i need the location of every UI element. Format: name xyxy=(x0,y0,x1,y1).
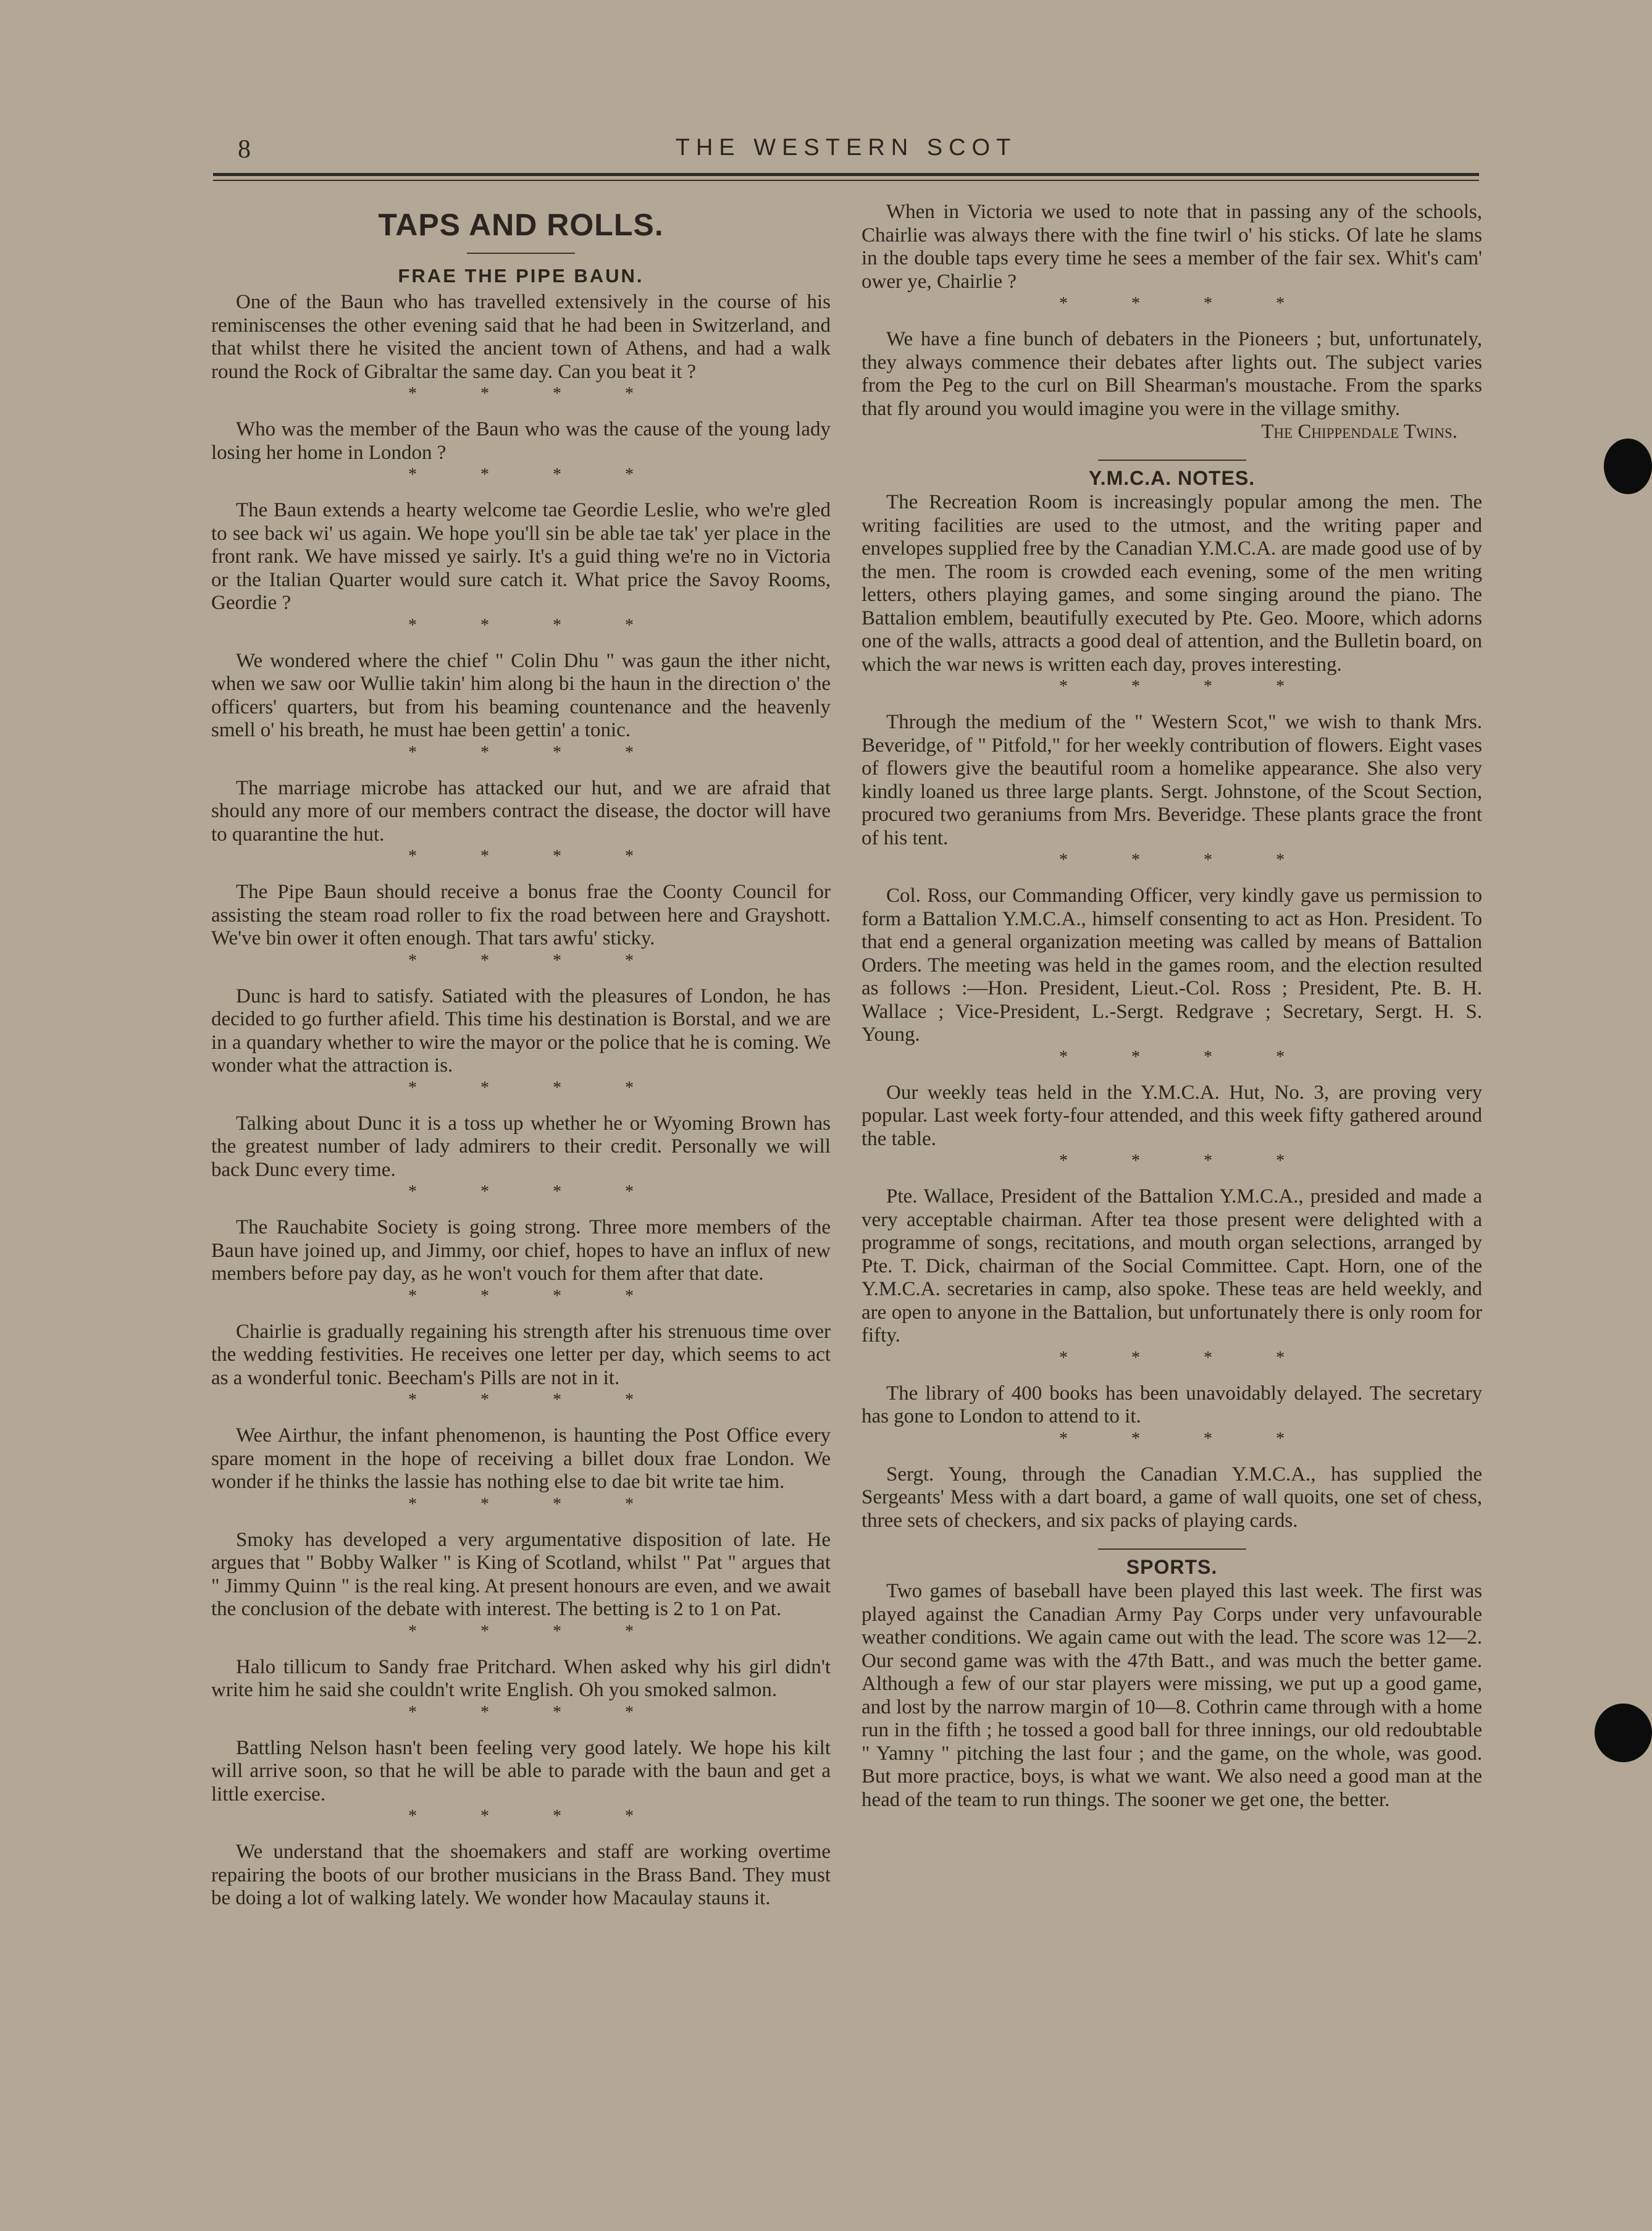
header-rule-thin xyxy=(213,180,1479,181)
separator: * * * * xyxy=(408,1702,663,1722)
header-rule-thick xyxy=(213,173,1479,176)
gap xyxy=(862,1172,1482,1185)
paragraph: The Baun extends a hearty welcome tae Geordie Leslie, who we're gled to see back wi' us again. We hope you'll sin be able tae tak' yer place in the front rank. We have missed ye sairly. It's a guid thing we're no in Victoria or the Italian Quarter would sure catch it. What price the Savoy Rooms, Geordie ? xyxy=(211,499,831,614)
paragraph: Our weekly teas held in the Y.M.C.A. Hut, No. 3, are proving very popular. Last week forty-four attended, and this week fifty gathered around the table. xyxy=(862,1081,1482,1150)
headline-rule xyxy=(467,253,575,254)
separator: * * * * xyxy=(408,1807,663,1826)
separator: * * * * xyxy=(1059,1047,1314,1067)
separator: * * * * xyxy=(408,951,663,970)
sports-heading: SPORTS. xyxy=(1126,1556,1218,1578)
paragraph: We have a fine bunch of debaters in the Pioneers ; but, unfortunately, they always commence their debates after lights out. The subject varies from the Peg to the curl on Bill Shearman's moustache. From the sparks that fly around you would imagine you were in the village smithy. xyxy=(862,328,1482,420)
separator: * * * * xyxy=(1059,1151,1314,1170)
running-title: THE WESTERN SCOT xyxy=(675,135,1017,161)
right-column xyxy=(862,201,1482,1812)
byline-signature: The Chippendale Twins. xyxy=(1261,421,1457,443)
paragraph: We understand that the shoemakers and staff are working overtime repairing the boots of our brother musicians in the Brass Band. They must be doing a lot of walking lately. We wonder how Macaulay stauns it. xyxy=(211,1841,831,1909)
gap xyxy=(211,867,831,881)
gap xyxy=(211,1411,831,1424)
gap xyxy=(211,1515,831,1529)
separator: * * * * xyxy=(408,1286,663,1306)
separator: * * * * xyxy=(408,1078,663,1098)
separator: * * * * xyxy=(408,1621,663,1641)
gap xyxy=(862,697,1482,711)
gap xyxy=(211,1827,831,1841)
page-number: 8 xyxy=(238,135,251,164)
separator: * * * * xyxy=(408,465,663,484)
separator: * * * * xyxy=(1059,851,1314,870)
paragraph: Dunc is hard to satisfy. Satiated with the pleasures of London, he has decided to go further afield. This time his destination is Borstal, and we are in a quandary whether to wire the mayor or the police that he is coming. We wonder what the attraction is. xyxy=(211,985,831,1077)
paragraph: The library of 400 books has been unavoidably delayed. The secretary has gone to London to attend to it. xyxy=(862,1382,1482,1427)
separator: * * * * xyxy=(1059,677,1314,696)
paragraph: Sergt. Young, through the Canadian Y.M.C.A., has supplied the Sergeants' Mess with a dart board, a game of wall quoits, one set of chess, three sets of checkers, and six packs of playing cards. xyxy=(862,1463,1482,1532)
gap xyxy=(211,1203,831,1216)
gap xyxy=(211,405,831,418)
paragraph: Chairlie is gradually regaining his strength after his strenuous time over the wedding festivities. He receives one letter per day, which seems to act as a wonderful tonic. Beecham's Pills are not in it. xyxy=(211,1320,831,1389)
gap xyxy=(211,763,831,777)
paragraph: Halo tillicum to Sandy frae Pritchard. When asked why his girl didn't write him he said she couldn't write English. Oh you smoked salmon. xyxy=(211,1655,831,1701)
separator: * * * * xyxy=(408,615,663,635)
paragraph: We wondered where the chief " Colin Dhu " was gaun the ither nicht, when we saw oor Wullie takin' him along bi the haun in the direction o' the officers' quarters, but from his beaming countenance and the heavenly smell o' his breath, he must hae been gettin' a tonic. xyxy=(211,649,831,741)
paragraph: The Pipe Baun should receive a bonus frae the Coonty Council for assisting the steam road roller to fix the road between here and Grayshott. We've bin ower it often enough. That tars awfu' sticky. xyxy=(211,881,831,949)
paragraph: When in Victoria we used to note that in passing any of the schools, Chairlie was always there with the fine twirl o' his sticks. Of late he slams in the double taps every time he sees a member of the fair sex. Whit's cam' ower ye, Chairlie ? xyxy=(862,201,1482,293)
binding-hole xyxy=(1604,439,1652,494)
page-header xyxy=(213,130,1479,167)
section-rule xyxy=(1098,460,1246,461)
gap xyxy=(211,1723,831,1737)
separator: * * * * xyxy=(408,1182,663,1201)
gap xyxy=(862,1068,1482,1082)
separator: * * * * xyxy=(408,1494,663,1514)
section-rule xyxy=(1098,1548,1246,1550)
separator: * * * * xyxy=(408,1390,663,1410)
separator: * * * * xyxy=(408,742,663,762)
paragraph: Battling Nelson hasn't been feeling very good lately. We hope his kilt will arrive soon, so that he will be able to parade with the baun and get a little exercise. xyxy=(211,1736,831,1805)
paragraph: The Rauchabite Society is going strong. Three more members of the Baun have joined up, and Jimmy, oor chief, hopes to have an influx of new members before pay day, as he won't vouch for them after that date. xyxy=(211,1216,831,1285)
article-subhead: FRAE THE PIPE BAUN. xyxy=(398,265,644,287)
paragraph: Two games of baseball have been played this last week. The first was played against the Canadian Army Pay Corps under very unfavourable weather conditions. We again came out with the lead. The score was 12—2. Our second game was with the 47th Batt., and was much the better game. Although a few of our star players were missing, we put up a good game, and lost by the narrow margin of 10—8. Cothrin came through with a home run in the fifth ; he tossed a good ball for three innings, our old redoubtable " Yamny " pitching the last four ; and the game, on the whole, was good. But more practice, boys, is what we want. We also need a good man at the head of the team to run things. The sooner we get one, the better. xyxy=(862,1580,1482,1811)
separator: * * * * xyxy=(408,847,663,866)
ymca-heading: Y.M.C.A. NOTES. xyxy=(1088,467,1256,489)
separator: * * * * xyxy=(408,384,663,403)
paragraph: One of the Baun who has travelled extensively in the course of his reminiscenses the other evening said that he had been in Switzerland, and that whilst there he visited the ancient town of Athens, and had a walk round the Rock of Gibraltar the same day. Can you beat it ? xyxy=(211,291,831,383)
paragraph: Col. Ross, our Commanding Officer, very kindly gave us permission to form a Battalion Y.M.C.A., himself consenting to act as Hon. President. To that end a general organization meeting was called by means of Battalion Orders. The meeting was held in the games room, and the election resulted as follows :—Hon. President, Lieut.-Col. Ross ; President, Pte. B. H. Wallace ; Vice-President, L.-Sergt. Redgrave ; Secretary, Sergt. H. S. Young. xyxy=(862,884,1482,1046)
separator: * * * * xyxy=(1059,1429,1314,1448)
gap xyxy=(211,1099,831,1112)
paragraph: Through the medium of the " Western Scot," we wish to thank Mrs. Beveridge, of " Pitfold," for her weekly contribution of flowers. Eight vases of flowers give the beautiful room a homelike appearance. She also very kindly loaned us three large plants. Sergt. Johnstone, of the Scout Section, procured two geraniums from Mrs. Beveridge. These plants grace the front of his tent. xyxy=(862,711,1482,849)
paragraph: Wee Airthur, the infant phenomenon, is haunting the Post Office every spare moment in the hope of receiving a billet doux frae London. We wonder if he thinks the lassie has nothing else to dae bit write tae him. xyxy=(211,1424,831,1493)
separator: * * * * xyxy=(1059,1348,1314,1368)
gap xyxy=(211,1307,831,1321)
paragraph: Smoky has developed a very argumentative disposition of late. He argues that " Bobby Walker " is King of Scotland, whilst " Pat " argues that " Jimmy Quinn " is the real king. At present honours are even, and we await the conclusion of the debate with interest. The betting is 2 to 1 on Pat. xyxy=(211,1528,831,1620)
paragraph: The Recreation Room is increasingly popular among the men. The writing facilities are used to the utmost, and the writing paper and envelopes supplied free by the Canadian Y.M.C.A. are made good use of by the men. The room is crowded each evening, some of the men writing letters, others playing games, and some singing around the piano. The Battalion emblem, beautifully executed by Pte. Geo. Moore, which adorns one of the walls, attracts a good deal of attention, and the Bulletin board, on which the war news is written each day, proves interesting. xyxy=(862,491,1482,676)
paragraph: Who was the member of the Baun who was the cause of the young lady losing her home in London ? xyxy=(211,418,831,464)
paragraph: Pte. Wallace, President of the Battalion Y.M.C.A., presided and made a very acceptable chairman. After tea those present were delighted with a programme of songs, recitations, and mouth organ selections, arranged by Pte. T. Dick, chairman of the Social Committee. Capt. Horn, one of the Y.M.C.A. secretaries in camp, also spoke. These teas are held weekly, and are open to anyone in the Battalion, but unfortunately there is only room for fifty. xyxy=(862,1185,1482,1347)
paragraph: Talking about Dunc it is a toss up whether he or Wyoming Brown has the greatest number of lady admirers to their credit. Personally we will back Dunc every time. xyxy=(211,1112,831,1181)
gap xyxy=(862,1369,1482,1382)
left-column xyxy=(211,201,831,1910)
gap xyxy=(211,485,831,499)
paragraph: The marriage microbe has attacked our hut, and we are afraid that should any more of our members contract the disease, the doctor will have to quarantine the hut. xyxy=(211,776,831,846)
gap xyxy=(211,1642,831,1656)
separator: * * * * xyxy=(1059,294,1314,313)
gap xyxy=(862,1450,1482,1463)
binding-hole xyxy=(1595,1704,1652,1762)
gap xyxy=(862,314,1482,328)
gap xyxy=(211,636,831,650)
gap xyxy=(211,972,831,985)
article-headline: TAPS AND ROLLS. xyxy=(378,208,664,242)
gap xyxy=(862,871,1482,884)
